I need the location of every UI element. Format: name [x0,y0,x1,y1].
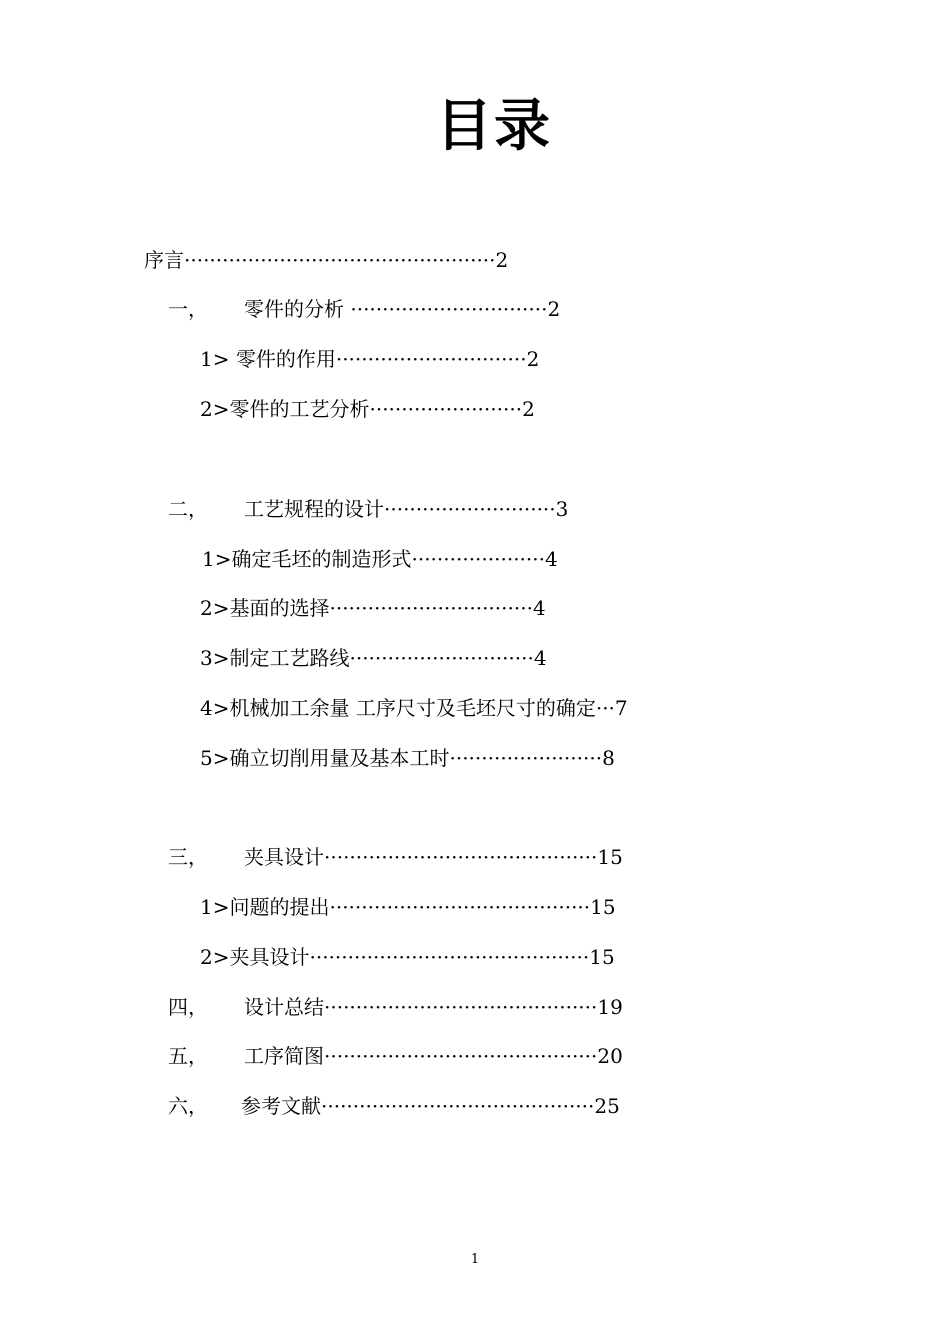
toc-entry-text: 工艺规程的设计 [244,497,384,521]
toc-page-number: 25 [594,1094,620,1118]
toc-entry-text: 4>机械加工余量 工序尺寸及毛坯尺寸的确定 [200,696,596,720]
toc-entry-text: 夹具设计 [244,845,324,869]
toc-page-number: 19 [597,995,623,1019]
toc-page-number: 4 [545,547,558,571]
toc-page-number: 15 [597,845,623,869]
toc-leader-dots: ································ [329,596,533,620]
toc-entry-2-4[interactable] [200,696,628,720]
toc-entry-chapter-2[interactable] [168,497,568,521]
toc-chapter-number: 二， [168,497,208,521]
toc-entry-3-2[interactable] [200,945,615,969]
toc-page-number: 2 [495,248,509,272]
toc-chapter-number: 六， [168,1094,208,1118]
toc-entry-1-2[interactable] [200,397,535,421]
toc-entry-chapter-4[interactable] [168,995,623,1019]
toc-page-number: 8 [602,746,615,770]
toc-chapter-number: 三， [168,845,208,869]
footer-page-number: 1 [470,1252,480,1267]
toc-leader-dots: ····················· [411,547,545,571]
toc-entry-text: 1> 零件的作用 [200,347,336,371]
page-title: 目录 [436,94,552,159]
toc-entry-text: 序言 [144,248,184,272]
toc-entry-text: 1>确定毛坯的制造形式 [202,547,412,571]
toc-leader-dots: ····························· [349,646,534,670]
toc-leader-dots: ··········································· [321,1094,595,1118]
toc-entry-text: 1>问题的提出 [200,895,330,919]
toc-page-number: 15 [590,895,616,919]
toc-page-number: 7 [614,696,628,720]
toc-entry-chapter-3[interactable] [168,845,623,869]
toc-entry-chapter-6[interactable] [168,1094,620,1118]
toc-entry-2-1[interactable] [202,547,558,571]
toc-leader-dots: ··········································· [324,845,598,869]
toc-entry-3-1[interactable] [200,895,616,919]
toc-leader-dots: ············································ [309,945,590,969]
toc-entry-text: 5>确立切削用量及基本工时 [200,746,450,770]
toc-entry-text: 2>基面的选择 [200,596,330,620]
toc-entry-2-3[interactable] [200,646,547,670]
toc-page-number: 20 [597,1044,623,1068]
toc-page-number: 15 [589,945,615,969]
toc-entry-2-2[interactable] [200,596,546,620]
toc-chapter-number: 一， [168,297,208,321]
toc-chapter-number: 五， [168,1044,208,1068]
toc-entry-text: 零件的分析 [244,297,344,321]
toc-leader-dots: ··········································· [324,1044,598,1068]
toc-page-number: 2 [526,347,540,371]
toc-entry-1-1[interactable] [200,347,539,371]
toc-entry-text: 3>制定工艺路线 [200,646,350,670]
toc-entry-text: 2>夹具设计 [200,945,310,969]
toc-entry-text: 参考文献 [241,1094,321,1118]
toc-leader-dots: ······························ [335,347,527,371]
toc-entry-chapter-5[interactable] [168,1044,623,1068]
toc-entry-text: 设计总结 [244,995,324,1019]
toc-entry-chapter-1[interactable] [168,297,560,321]
toc-page-number: 4 [533,646,547,670]
toc-leader-dots: ········································· [329,895,591,919]
toc-leader-dots: ··········································· [324,995,598,1019]
toc-entry-preface[interactable] [144,248,508,272]
toc-entry-text: 2>零件的工艺分析 [200,397,370,421]
toc-page-number: 2 [522,397,535,421]
toc-entry-text: 工序简图 [244,1044,324,1068]
toc-leader-dots: ················································· [184,248,496,272]
toc-leader-dots: ··························· [384,497,556,521]
toc-page-number: 4 [532,596,546,620]
toc-page-number: 3 [555,497,569,521]
toc-page-number: 2 [547,297,561,321]
toc-leader-dots: ··· [595,696,615,720]
toc-leader-dots: ························ [369,397,523,421]
toc-entry-2-5[interactable] [200,746,615,770]
toc-leader-dots: ························ [449,746,603,770]
toc-chapter-number: 四， [168,995,208,1019]
toc-leader-dots: ······························· [344,297,548,321]
